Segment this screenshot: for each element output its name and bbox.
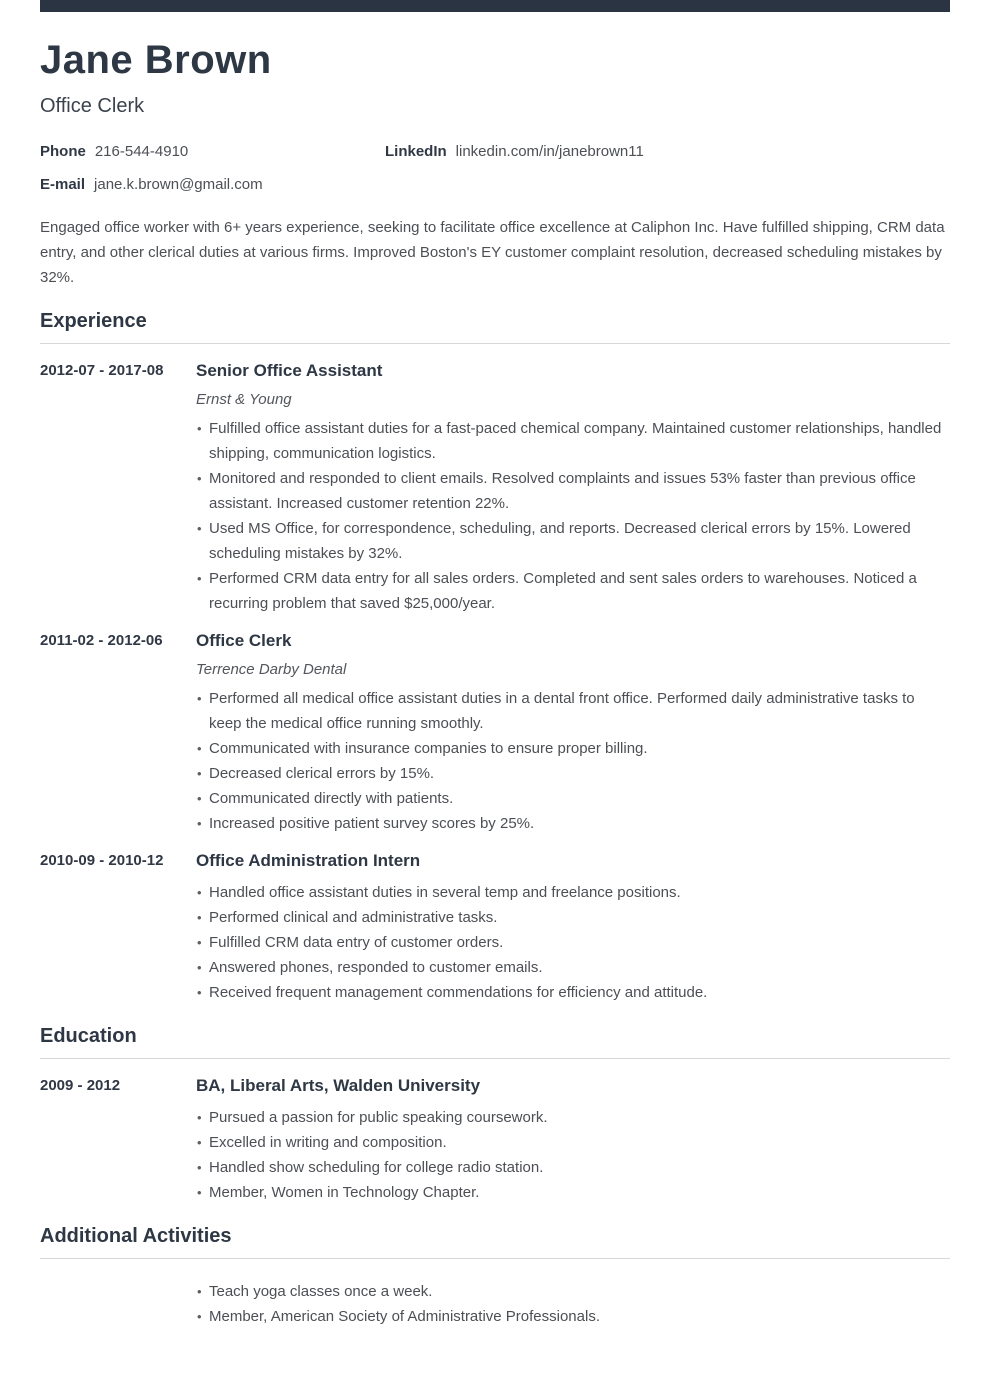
email-label: E-mail <box>40 176 86 193</box>
activities-bullets <box>196 1279 600 1329</box>
activities-body <box>196 1273 600 1329</box>
bullet-item: • Performed all medical office assistant duties in a dental front office. Performed daily administrative tasks to keep the medical office running smoothly. <box>196 686 950 736</box>
education-dates: 2009 - 2012 <box>40 1077 121 1094</box>
job-dates: 2012-07 - 2017-08 <box>40 362 164 379</box>
linkedin-value: linkedin.com/in/janebrown11 <box>455 143 644 160</box>
professional-summary: Engaged office worker with 6+ years experience, seeking to facilitate office excellence at Caliphon Inc. Have fulfilled shipping, CRM data entry, and other clerical duties at various firms. Improved Boston's EY customer complaint resolution, decreased scheduling mistakes by 32%. <box>40 219 945 286</box>
experience-entry-2 <box>40 630 950 836</box>
resume-content <box>0 38 990 1329</box>
job-body <box>196 850 950 1005</box>
education-bullets <box>196 1105 950 1205</box>
job-bullets <box>196 880 950 1005</box>
bullet-item: • Pursued a passion for public speaking coursework. <box>196 1105 950 1130</box>
education-degree: BA, Liberal Arts, Walden University <box>196 1076 481 1095</box>
bullet-item: • Performed CRM data entry for all sales orders. Completed and sent sales orders to warehouses. Noticed a recurring problem that saved $25,000/year. <box>196 566 950 616</box>
job-title: Office Clerk <box>196 631 292 650</box>
job-bullets <box>196 686 950 836</box>
experience-section-heading: Experience <box>40 310 950 344</box>
job-body <box>196 630 950 836</box>
job-body <box>196 360 950 616</box>
bullet-item: • Used MS Office, for correspondence, scheduling, and reports. Decreased clerical errors by 15%. Lowered scheduling mistakes by 32%. <box>196 516 950 566</box>
bullet-item: • Teach yoga classes once a week. <box>196 1279 600 1304</box>
linkedin-label: LinkedIn <box>385 143 447 160</box>
contact-email <box>40 177 385 193</box>
education-section-heading: Education <box>40 1025 950 1059</box>
email-value: jane.k.brown@gmail.com <box>94 176 263 193</box>
contact-block <box>40 144 950 193</box>
bullet-item: • Fulfilled office assistant duties for a fast-paced chemical company. Maintained customer relationships, handled shipping, communication logistics. <box>196 416 950 466</box>
job-title: Senior Office Assistant <box>196 361 383 380</box>
phone-value: 216-544-4910 <box>94 143 189 160</box>
bullet-item: • Performed clinical and administrative tasks. <box>196 905 950 930</box>
job-company: Terrence Darby Dental <box>196 661 347 678</box>
bullet-item: • Monitored and responded to client emails. Resolved complaints and issues 53% faster than previous office assistant. Increased customer retention 22%. <box>196 466 950 516</box>
bullet-item: • Fulfilled CRM data entry of customer orders. <box>196 930 950 955</box>
job-dates: 2011-02 - 2012-06 <box>40 632 163 649</box>
bullet-item: • Increased positive patient survey scores by 25%. <box>196 811 950 836</box>
job-dates: 2010-09 - 2010-12 <box>40 852 164 869</box>
contact-linkedin <box>385 144 950 160</box>
additional-activities-heading: Additional Activities <box>40 1225 950 1259</box>
candidate-name: Jane Brown <box>40 38 272 82</box>
bullet-item: • Member, American Society of Administrative Professionals. <box>196 1304 600 1329</box>
bullet-item: • Received frequent management commendations for efficiency and attitude. <box>196 980 950 1005</box>
bullet-item: • Communicated directly with patients. <box>196 786 950 811</box>
education-entry-1 <box>40 1075 950 1205</box>
job-title: Office Administration Intern <box>196 851 421 870</box>
bullet-item: • Excelled in writing and composition. <box>196 1130 950 1155</box>
bullet-item: • Decreased clerical errors by 15%. <box>196 761 950 786</box>
experience-entry-3 <box>40 850 950 1005</box>
contact-phone <box>40 144 385 160</box>
job-bullets <box>196 416 950 616</box>
top-accent-bar <box>40 0 950 12</box>
bullet-item: • Handled show scheduling for college radio station. <box>196 1155 950 1180</box>
bullet-item: • Answered phones, responded to customer emails. <box>196 955 950 980</box>
job-company: Ernst & Young <box>196 391 292 408</box>
bullet-item: • Communicated with insurance companies to ensure proper billing. <box>196 736 950 761</box>
education-body <box>196 1075 950 1205</box>
phone-label: Phone <box>40 143 86 160</box>
experience-entry-1 <box>40 360 950 616</box>
bullet-item: • Handled office assistant duties in several temp and freelance positions. <box>196 880 950 905</box>
candidate-job-title: Office Clerk <box>40 95 145 117</box>
bullet-item: • Member, Women in Technology Chapter. <box>196 1180 950 1205</box>
additional-activities-entry <box>40 1273 950 1329</box>
date-column-spacer <box>40 1273 196 1329</box>
